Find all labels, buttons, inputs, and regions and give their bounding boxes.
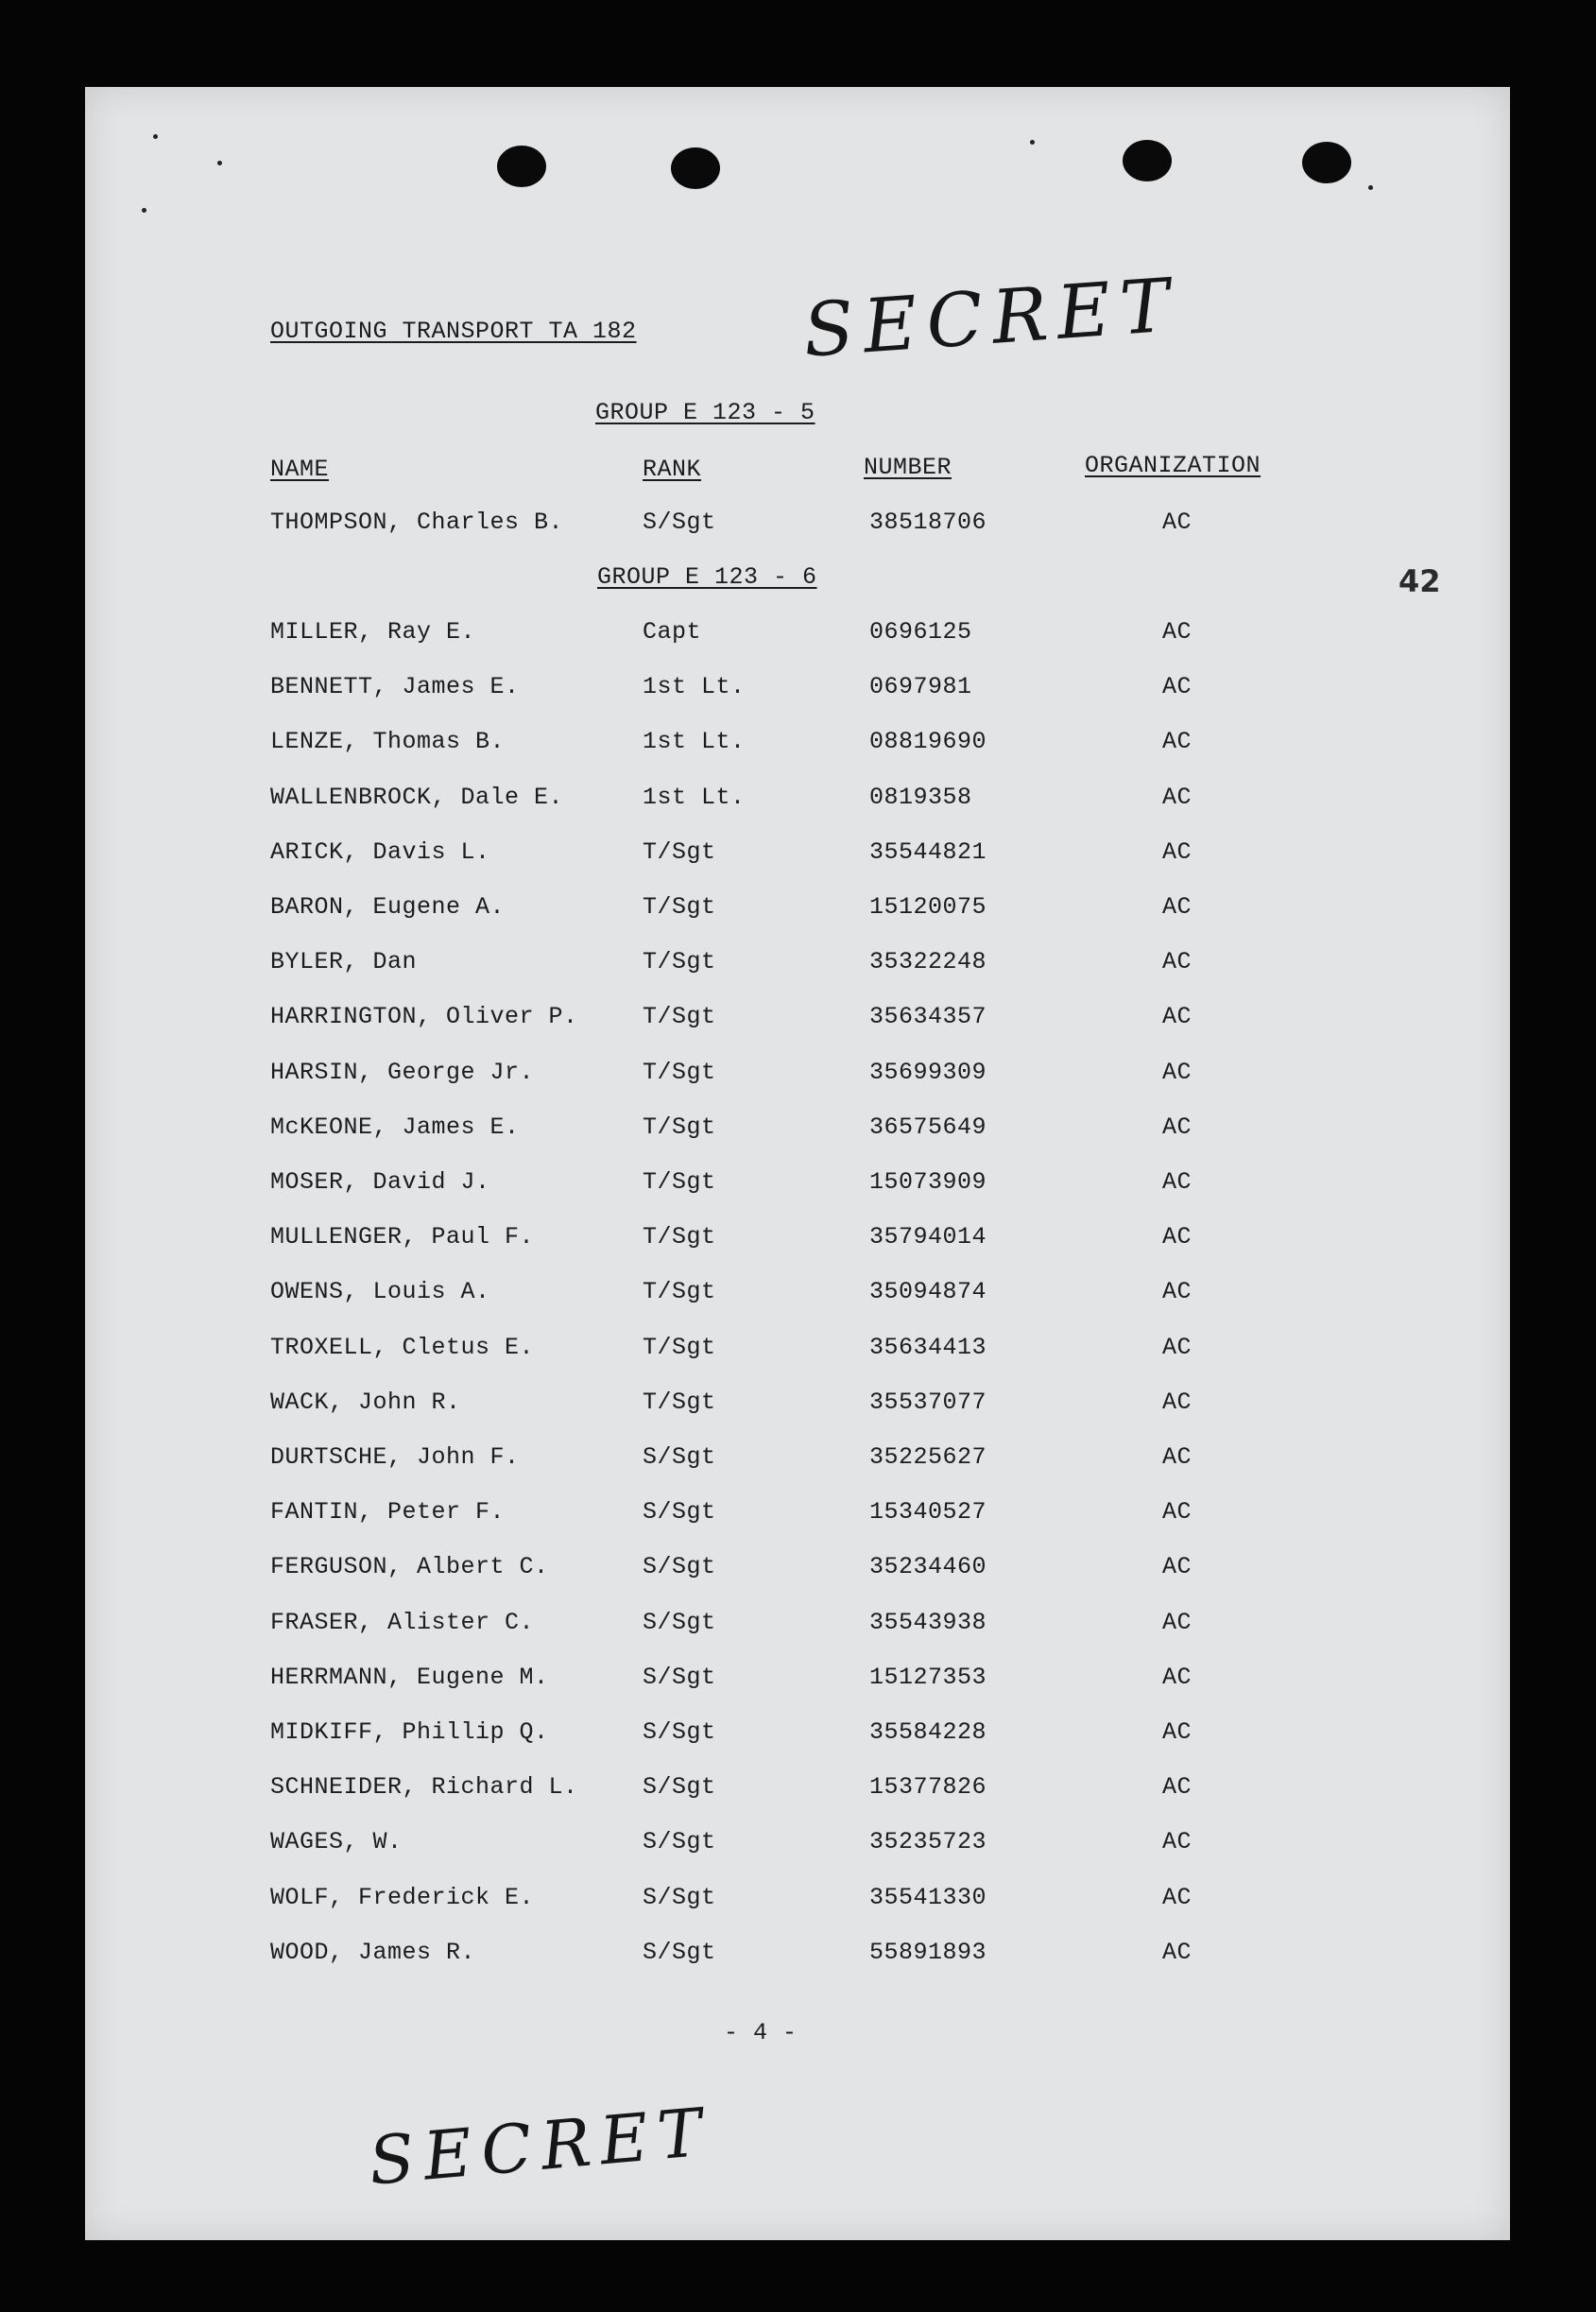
cell-number: 35794014 (869, 1223, 987, 1251)
table-row (85, 1223, 1510, 1261)
cell-organization: AC (1162, 618, 1193, 646)
cell-organization: AC (1162, 509, 1193, 536)
cell-number: 0819358 (869, 784, 972, 811)
cell-organization: AC (1162, 1278, 1193, 1305)
table-row (85, 1828, 1510, 1866)
cell-name: BARON, Eugene A. (270, 893, 506, 921)
cell-number: 0696125 (869, 618, 972, 646)
table-row (85, 1003, 1510, 1041)
cell-number: 55891893 (869, 1939, 987, 1966)
cell-number: 15073909 (869, 1168, 987, 1196)
cell-rank: T/Sgt (643, 1113, 716, 1141)
table-row (85, 1939, 1510, 1976)
cell-rank: Capt (643, 618, 702, 646)
table-row (85, 618, 1510, 656)
table-row (85, 893, 1510, 931)
table-row (85, 1498, 1510, 1536)
secret-stamp-bottom: SECRET (366, 2093, 714, 2200)
cell-number: 15340527 (869, 1498, 987, 1526)
cell-rank: T/Sgt (643, 948, 716, 975)
cell-number: 35225627 (869, 1443, 987, 1471)
cell-name: MILLER, Ray E. (270, 618, 476, 646)
table-row (85, 1553, 1510, 1591)
cell-organization: AC (1162, 1168, 1193, 1196)
cell-rank: T/Sgt (643, 838, 716, 866)
cell-number: 35699309 (869, 1059, 987, 1086)
header-rank: RANK (643, 456, 702, 483)
cell-organization: AC (1162, 784, 1193, 811)
table-row (85, 1334, 1510, 1372)
cell-organization: AC (1162, 673, 1193, 700)
cell-name: HERRMANN, Eugene M. (270, 1664, 549, 1691)
cell-name: MOSER, David J. (270, 1168, 490, 1196)
cell-number: 35634357 (869, 1003, 987, 1030)
cell-number: 35094874 (869, 1278, 987, 1305)
cell-name: HARSIN, George Jr. (270, 1059, 535, 1086)
cell-rank: S/Sgt (643, 1498, 716, 1526)
cell-rank: T/Sgt (643, 1059, 716, 1086)
table-row (85, 1113, 1510, 1151)
group-rows (85, 87, 1510, 2240)
cell-number: 35541330 (869, 1884, 987, 1911)
table-row (85, 1059, 1510, 1096)
cell-name: McKEONE, James E. (270, 1113, 520, 1141)
cell-rank: T/Sgt (643, 1223, 716, 1251)
cell-rank: T/Sgt (643, 1003, 716, 1030)
cell-rank: S/Sgt (643, 1773, 716, 1801)
cell-number: 35543938 (869, 1609, 987, 1636)
cell-name: BYLER, Dan (270, 948, 418, 975)
secret-stamp-top: SECRET (800, 263, 1182, 374)
cell-organization: AC (1162, 838, 1193, 866)
cell-name: MIDKIFF, Phillip Q. (270, 1718, 549, 1746)
cell-organization: AC (1162, 1609, 1193, 1636)
cell-organization: AC (1162, 1113, 1193, 1141)
cell-name: FERGUSON, Albert C. (270, 1553, 549, 1580)
cell-rank: T/Sgt (643, 1278, 716, 1305)
cell-number: 15120075 (869, 893, 987, 921)
table-row (85, 728, 1510, 766)
cell-rank: 1st Lt. (643, 728, 746, 755)
cell-organization: AC (1162, 1223, 1193, 1251)
cell-name: OWENS, Louis A. (270, 1278, 490, 1305)
cell-organization: AC (1162, 1059, 1193, 1086)
cell-number: 0697981 (869, 673, 972, 700)
cell-rank: S/Sgt (643, 1884, 716, 1911)
cell-number: 35634413 (869, 1334, 987, 1361)
cell-rank: 1st Lt. (643, 673, 746, 700)
cell-name: ARICK, Davis L. (270, 838, 490, 866)
cell-name: WAGES, W. (270, 1828, 403, 1855)
table-row (85, 1609, 1510, 1647)
cell-name: SCHNEIDER, Richard L. (270, 1773, 578, 1801)
table-row (85, 1884, 1510, 1922)
cell-organization: AC (1162, 948, 1193, 975)
table-row (85, 948, 1510, 986)
cell-name: MULLENGER, Paul F. (270, 1223, 535, 1251)
cell-name: FRASER, Alister C. (270, 1609, 535, 1636)
cell-name: FANTIN, Peter F. (270, 1498, 506, 1526)
table-row (85, 838, 1510, 876)
cell-number: 35544821 (869, 838, 987, 866)
cell-rank: S/Sgt (643, 1718, 716, 1746)
cell-organization: AC (1162, 1003, 1193, 1030)
cell-number: 15127353 (869, 1664, 987, 1691)
cell-rank: S/Sgt (643, 509, 716, 536)
table-row (85, 784, 1510, 821)
cell-name: BENNETT, James E. (270, 673, 520, 700)
cell-rank: T/Sgt (643, 1389, 716, 1416)
table-row (85, 673, 1510, 711)
table-row (85, 1664, 1510, 1701)
page-number: - 4 - (724, 2019, 798, 2046)
group-label: GROUP E 123 - 5 (595, 399, 815, 426)
cell-number: 35235723 (869, 1828, 987, 1855)
cell-rank: T/Sgt (643, 893, 716, 921)
cell-number: 35537077 (869, 1389, 987, 1416)
cell-number: 36575649 (869, 1113, 987, 1141)
cell-number: 15377826 (869, 1773, 987, 1801)
cell-number: 35322248 (869, 948, 987, 975)
cell-number: 35234460 (869, 1553, 987, 1580)
cell-organization: AC (1162, 1443, 1193, 1471)
header-organization: ORGANIZATION (1085, 452, 1261, 479)
cell-name: THOMPSON, Charles B. (270, 509, 564, 536)
cell-rank: S/Sgt (643, 1609, 716, 1636)
cell-organization: AC (1162, 1498, 1193, 1526)
cell-number: 35584228 (869, 1718, 987, 1746)
document-page (85, 87, 1510, 2240)
table-row (85, 1389, 1510, 1426)
cell-rank: S/Sgt (643, 1664, 716, 1691)
cell-rank: T/Sgt (643, 1334, 716, 1361)
cell-organization: AC (1162, 893, 1193, 921)
cell-name: WALLENBROCK, Dale E. (270, 784, 564, 811)
cell-rank: S/Sgt (643, 1828, 716, 1855)
cell-name: WACK, John R. (270, 1389, 461, 1416)
cell-organization: AC (1162, 728, 1193, 755)
cell-organization: AC (1162, 1718, 1193, 1746)
cell-organization: AC (1162, 1553, 1193, 1580)
cell-name: WOLF, Frederick E. (270, 1884, 535, 1911)
sheet-number: 42 (1399, 563, 1441, 599)
cell-organization: AC (1162, 1389, 1193, 1416)
document-title: OUTGOING TRANSPORT TA 182 (270, 318, 637, 345)
table-row (85, 1773, 1510, 1811)
cell-organization: AC (1162, 1334, 1193, 1361)
header-name: NAME (270, 456, 330, 483)
cell-number: 38518706 (869, 509, 987, 536)
cell-organization: AC (1162, 1664, 1193, 1691)
cell-name: LENZE, Thomas B. (270, 728, 506, 755)
cell-rank: S/Sgt (643, 1443, 716, 1471)
cell-organization: AC (1162, 1884, 1193, 1911)
cell-name: HARRINGTON, Oliver P. (270, 1003, 578, 1030)
table-row (85, 1278, 1510, 1316)
table-row (85, 1718, 1510, 1756)
cell-organization: AC (1162, 1828, 1193, 1855)
cell-number: 08819690 (869, 728, 987, 755)
cell-rank: 1st Lt. (643, 784, 746, 811)
cell-rank: T/Sgt (643, 1168, 716, 1196)
cell-rank: S/Sgt (643, 1553, 716, 1580)
table-row (85, 1443, 1510, 1481)
cell-organization: AC (1162, 1773, 1193, 1801)
cell-organization: AC (1162, 1939, 1193, 1966)
cell-rank: S/Sgt (643, 1939, 716, 1966)
cell-name: DURTSCHE, John F. (270, 1443, 520, 1471)
table-row (85, 1168, 1510, 1206)
cell-name: WOOD, James R. (270, 1939, 476, 1966)
cell-name: TROXELL, Cletus E. (270, 1334, 535, 1361)
header-number: NUMBER (864, 454, 952, 481)
group-label: GROUP E 123 - 6 (597, 563, 817, 591)
